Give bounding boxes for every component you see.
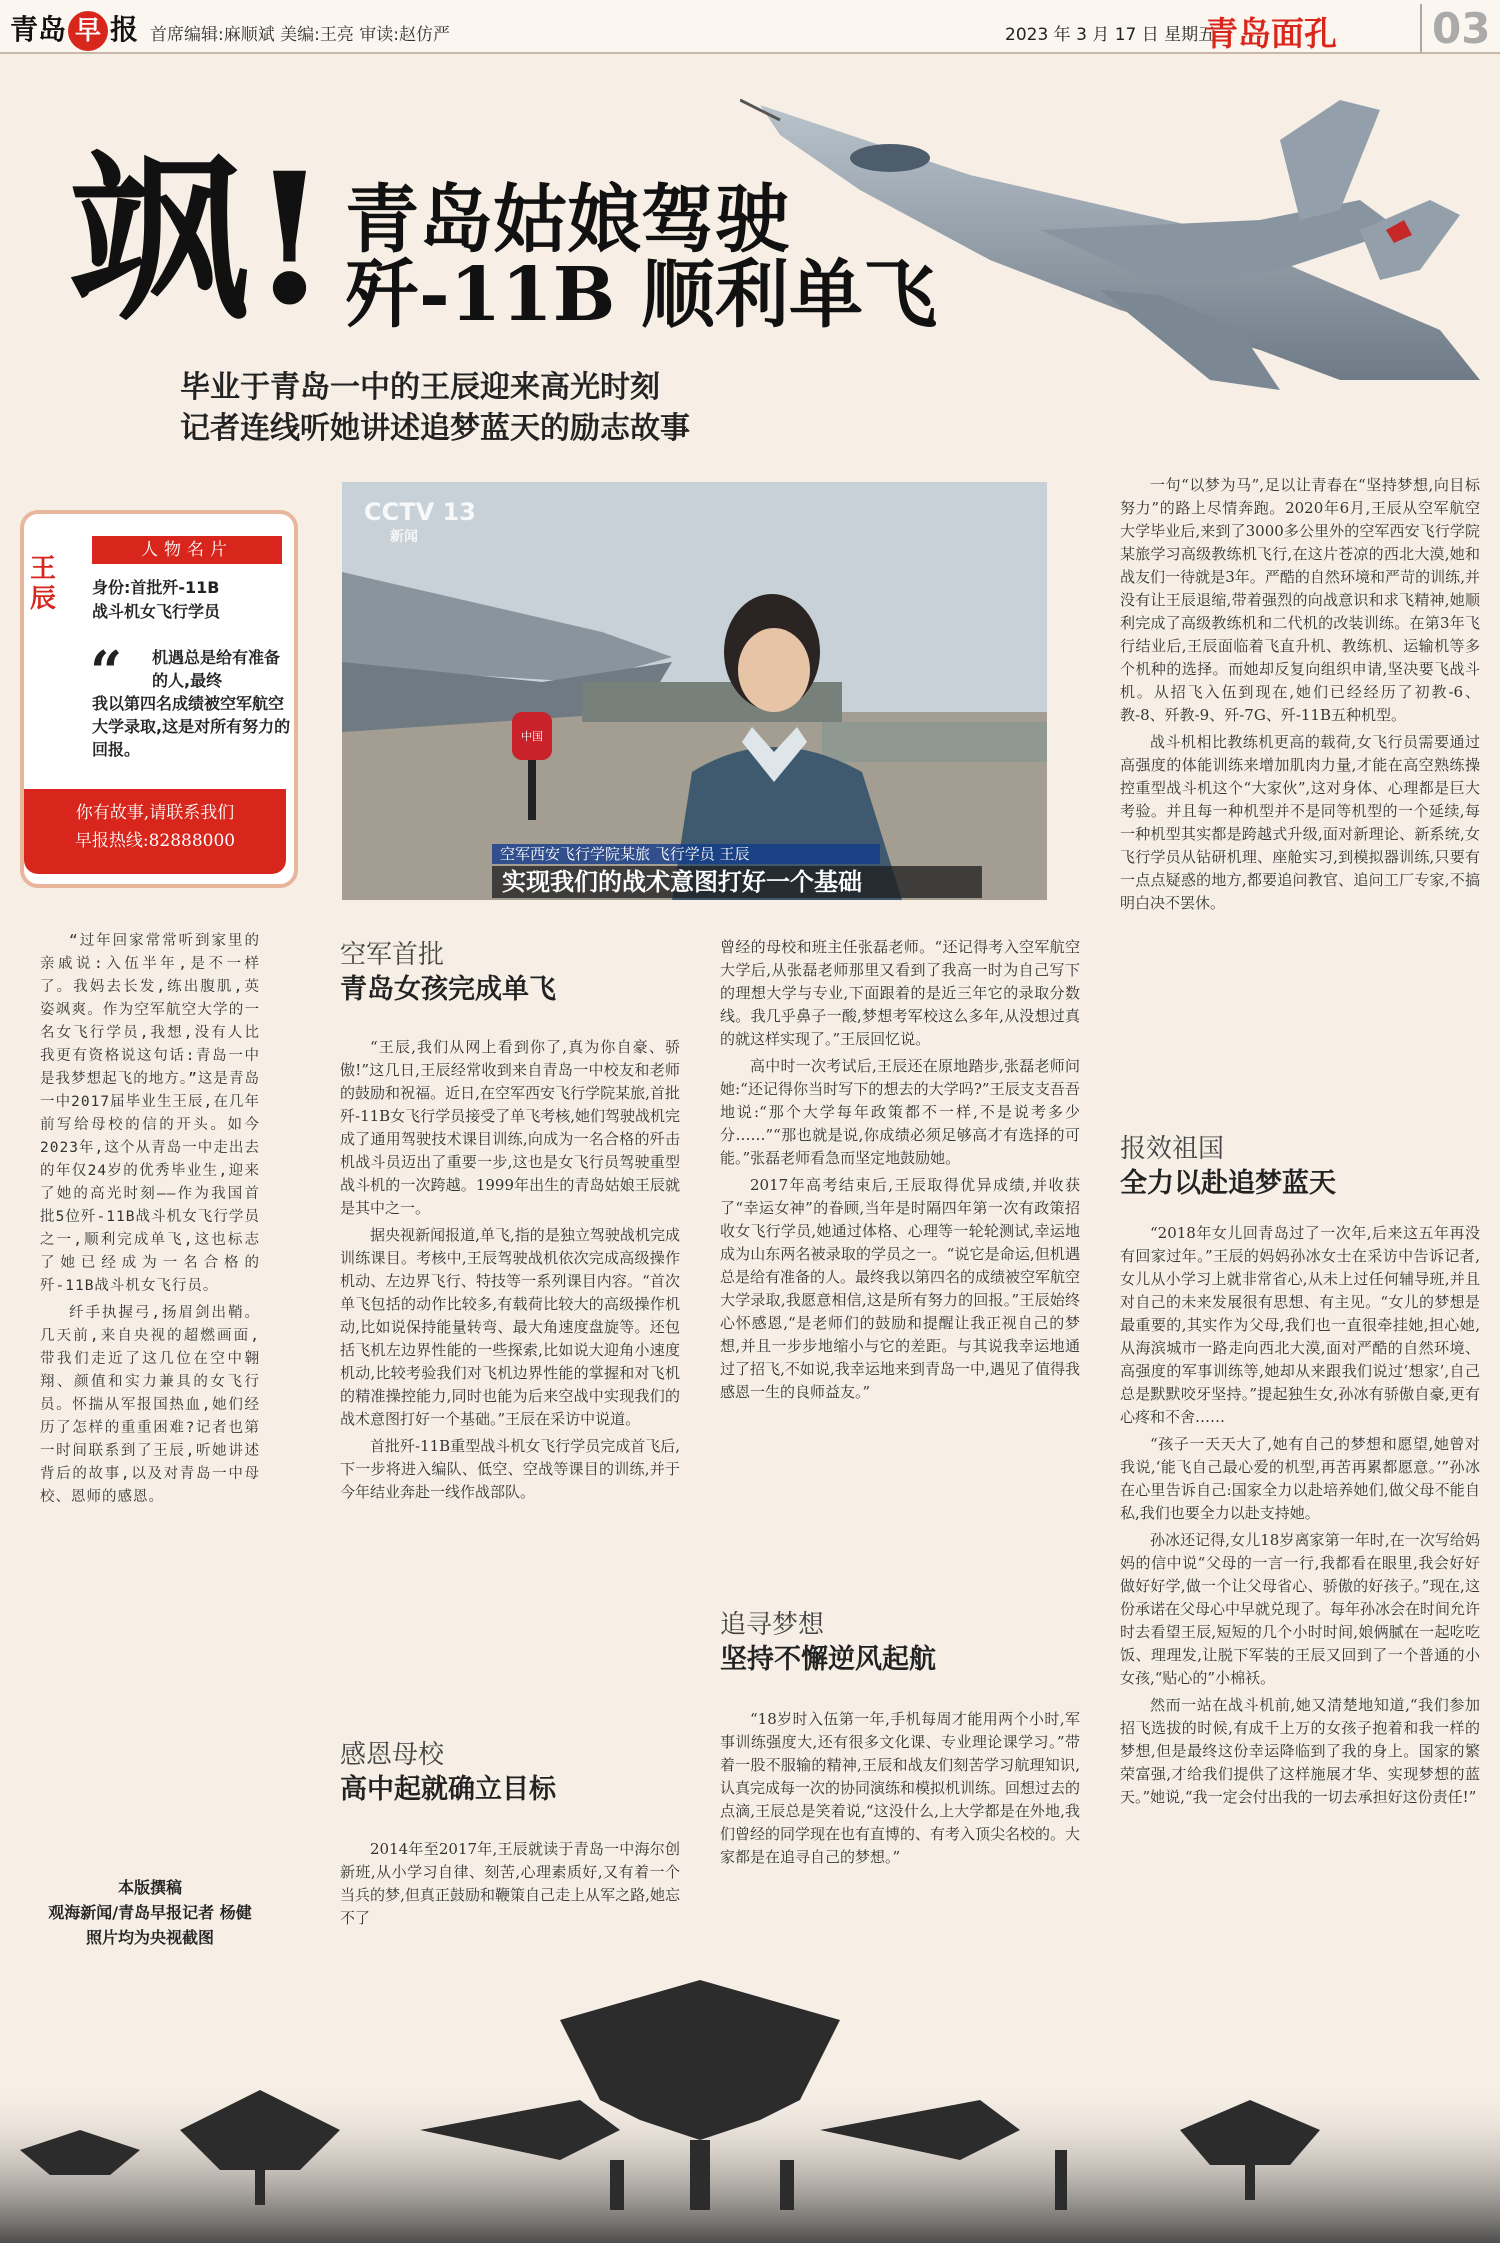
article-paragraph: 2017年高考结束后,王辰取得优异成绩,并收获了“幸运女神”的眷顾,当年是时隔四年第一次有政策招收女飞行学员,她通过体格、心理等一轮轮测试,幸运地成为山东两名被录取的学员之一。“说它是命运,但机遇总是给有准备的人。最终我以第四名的成绩被空军航空大学录取,我愿意相信,这是所有努力的回报。”王辰始终心怀感恩,“是老师们的鼓励和提醒让我正视自己的梦想,并且一步步地缩小与它的差距。与其说我幸运地通过了招飞,不如说,我幸运地来到青岛一中,遇见了值得我感恩一生的良师益友。” <box>720 1176 1081 1401</box>
article-paragraph: 一句“以梦为马”,足以让青春在“坚持梦想,向目标努力”的路上尽情奔跑。2020年6月,王辰从空军航空大学毕业后,来到了3000多公里外的空军西安飞行学院某旅学习高级教练机飞行,在这片苍凉的西北大漠,她和战友们一待就是3年。严酷的自然环境和严苛的训练,并没有让王辰退缩,带着强烈的向战意识和求飞精神,她顺利完成了高级教练机和二代机的改装训练。在第3年飞行结业后,王辰面临着飞直升机、教练机、运输机等多个机种的选择。而她却反复向组织申请,坚决要飞战斗机。从招飞入伍到现在,她们已经经历了初教-6、教-8、歼教-9、歼-7G、歼-11B五种机型。 <box>1120 476 1480 724</box>
profile-identity-line1: 身份:首批歼-11B <box>92 578 220 597</box>
article-paragraph: 曾经的母校和班主任张磊老师。“还记得考入空军航空大学后,从张磊老师那里又看到了我高一时为自己写下的理想大学与专业,下面跟着的是近三年它的录取分数线。我几乎鼻子一酸,梦想考军校这么多年,从没想过真的就这样实现了。”王辰回忆说。 <box>720 938 1080 1048</box>
section-heading-3-kicker: 追寻梦想 <box>720 1610 825 1640</box>
profile-name-vertical: 王辰 <box>30 554 57 614</box>
masthead-circle: 早 <box>68 11 108 51</box>
masthead-logo <box>10 8 138 51</box>
article-paragraph: 据央视新闻报道,单飞,指的是独立驾驶战机完成训练课目。考核中,王辰驾驶战机依次完成高级操作机动、左边界飞行、特技等一系列课目内容。“首次单飞包括的动作比较多,有载荷比较大的高级操作机动,比如说保持能量转弯、最大角速度盘旋等。还包括飞机左边界性能的一些探索,比如说大迎角小速度机动,比较考验我们对飞机边界性能的掌握和对飞机的精准操控能力,同时也能为后来空战中实现我们的战术意图打好一个基础。”王辰在采访中说道。 <box>340 1226 680 1428</box>
intro-paragraph-2: 纤手执握弓,扬眉剑出鞘。几天前,来自央视的超燃画面,带我们走近了这几位在空中翱翔、颜值和实力兼具的女飞行员。怀揣从军报国热血,她们经历了怎样的重重困难?记者也第一时间联系到了王辰,听她讲述背后的故事,以及对青岛一中母校、恩师的感恩。 <box>40 1305 260 1505</box>
profile-quote-body: 我以第四名成绩被空军航空大学录取,这是对所有努力的回报。 <box>92 694 291 759</box>
cctv-channel: 新闻 <box>390 529 418 545</box>
page-number: 03 <box>1420 4 1490 53</box>
subheadline-2: 记者连线听她讲述追梦蓝天的励志故事 <box>180 411 690 446</box>
contact-line1: 你有故事,请联系我们 <box>75 803 235 823</box>
intro-column <box>40 930 260 1513</box>
article-paragraph: 2014年至2017年,王辰就读于青岛一中海尔创新班,从小学习自律、刻苦,心理素质好,又有着一个当兵的梦,但真正鼓励和鞭策自己走上从军之路,她忘不了 <box>340 1840 680 1927</box>
fighter-jet-image <box>740 80 1500 410</box>
article-column-3b <box>720 1708 1080 1873</box>
section-heading-4-title: 全力以赴追梦蓝天 <box>1120 1168 1336 1199</box>
profile-identity <box>92 576 220 624</box>
profile-title: 人物名片 <box>92 536 282 564</box>
section-heading-4-kicker: 报效祖国 <box>1120 1134 1225 1164</box>
contact-box <box>24 789 286 874</box>
section-heading-3-title: 坚持不懈逆风起航 <box>720 1644 936 1675</box>
article-column-4b <box>1120 1222 1480 1813</box>
page-header <box>0 0 1500 54</box>
article-paragraph: 高中时一次考试后,王辰还在原地踏步,张磊老师问她:“还记得你当时写下的想去的大学吗?”王辰支支吾吾地说:“那个大学每年政策都不一样,不是说考多少分……”“那也就是说,你成绩必须足够高才有选择的可能。”张磊老师看急而坚定地鼓励她。 <box>720 1057 1080 1167</box>
masthead-left: 青岛 <box>10 13 67 46</box>
headline-line1: 青岛姑娘驾驶 <box>345 177 789 263</box>
article-paragraph: “2018年女儿回青岛过了一次年,后来这五年再没有回家过年。”王辰的妈妈孙冰女士在采访中告诉记者,女儿从小学习上就非常省心,从未上过任何辅导班,并且对自己的未来发展很有思想、有主见。“女儿的梦想是最重要的,其实作为父母,我们也一直很牵挂她,担心她,从海滨城市一路走向西北大漠,面对严酷的自然环境、高强度的军事训练等,她却从来跟我们说过‘想家’,自己总是默默咬牙坚持。”提起独生女,孙冰有骄傲自豪,更有心疼和不舍…… <box>1120 1224 1480 1426</box>
byline-reporter: 观海新闻/青岛早报记者 杨健 <box>48 1903 252 1922</box>
article-column-2a <box>340 1036 680 1508</box>
article-paragraph: “孩子一天天大了,她有自己的梦想和愿望,她曾对我说,‘能飞自己最心爱的机型,再苦再累都愿意。’”孙冰在心里告诉自己:国家全力以赴培养她们,做父母不能自私,我们也要全力以赴支持她。 <box>1120 1435 1480 1522</box>
article-paragraph: 孙冰还记得,女儿18岁离家第一年时,在一次写给妈妈的信中说“父母的一言一行,我都看在眼里,我会好好做好好学,做一个让父母省心、骄傲的好孩子。”现在,这份承诺在父母心中早就兑现了。每年孙冰会在时间允许时去看望王辰,短短的几个小时时间,娘俩腻在一起吃吃饭、理理发,让脱下军装的王辰又回到了一个普通的小女孩,“贴心的”小棉袄。 <box>1120 1531 1481 1687</box>
profile-identity-line2: 战斗机女飞行学员 <box>92 602 221 621</box>
mic-label: 中国 <box>521 730 543 743</box>
article-column-3a <box>720 936 1080 1408</box>
hotline: 早报热线:82888000 <box>74 831 236 851</box>
news-photo <box>342 482 1047 900</box>
article-paragraph: “王辰,我们从网上看到你了,真为你自豪、骄傲!”这几日,王辰经常收到来自青岛一中校友和老师的鼓励和祝福。近日,在空军西安飞行学院某旅,首批歼-11B女飞行学员接受了单飞考核,她们驾驶战机完成了通用驾驶技术课目训练,向成为一名合格的歼击机战斗员迈出了重要一步,这也是女飞行员驾驶重型战斗机的一次跨越。1999年出生的青岛姑娘王辰就是其中之一。 <box>340 1038 680 1217</box>
article-paragraph: 首批歼-11B重型战斗机女飞行学员完成首飞后,下一步将进入编队、低空、空战等课目的训练,并于今年结业奔赴一线作战部队。 <box>340 1437 680 1501</box>
section-heading-4 <box>1120 1132 1336 1202</box>
article-paragraph: 然而一站在战斗机前,她又清楚地知道,“我们参加招飞选拔的时候,有成千上万的女孩子抱着和我一样的梦想,但是最终这份幸运降临到了我的身上。国家的繁荣富强,才给我们提供了这样施展才华、实现梦想的蓝天。”她说,“我一定会付出我的一切去承担好这份责任!” <box>1120 1696 1480 1806</box>
section-heading-1 <box>340 938 556 1008</box>
section-heading-1-kicker: 空军首批 <box>340 940 445 970</box>
runway-jets-image <box>0 1960 1500 2243</box>
intro-paragraph-1: “过年回家常常听到家里的亲戚说:入伍半年,是不一样了。我妈去长发,练出腹肌,英姿飒爽。作为空军航空大学的一名女飞行学员,我想,没有人比我更有资格说这句话:青岛一中是我梦想起飞的地方。”这是青岛一中2017届毕业生王辰,在几年前写给母校的信的开头。如今2023年,这个从青岛一中走出去的年仅24岁的优秀毕业生,迎来了她的高光时刻——作为我国首批5位歼-11B战斗机女飞行学员之一,顺利完成单飞,这也标志了她已经成为一名合格的歼-11B战斗机女飞行员。 <box>40 933 260 1294</box>
masthead-right: 报 <box>110 13 139 46</box>
subheadline-1: 毕业于青岛一中的王辰迎来高光时刻 <box>180 370 660 405</box>
article-paragraph: 战斗机相比教练机更高的载荷,女飞行员需要通过高强度的体能训练来增加肌肉力量,才能在高空熟练操控重型战斗机这个“大家伙”,这对身体、心理都是巨大考验。并且每一种机型并不是同等机型的一个延续,每一种机型其实都是跨越式升级,面对新理论、新系统,女飞行学员从钻研机理、座舱实习,到模拟器训练,只要有一点点疑惑的地方,都要追问教官、追问工厂专家,不搞明白决不罢休。 <box>1120 733 1480 912</box>
headline-exclaim: 飒! <box>70 134 330 345</box>
cctv-logo-text: CCTV 13 <box>364 498 476 526</box>
byline-photo-credit: 照片均为央视截图 <box>85 1928 214 1947</box>
section-heading-2 <box>340 1738 556 1808</box>
photo-caption-small: 空军西安飞行学院某旅 飞行学员 王辰 <box>492 844 880 864</box>
byline <box>40 1875 260 1950</box>
section-heading-2-title: 高中起就确立目标 <box>340 1774 556 1805</box>
section-heading-3 <box>720 1608 936 1678</box>
editor-credits: 首席编辑:麻顺斌 美编:王亮 审读:赵仿严 <box>150 25 450 45</box>
profile-quote-head: 机遇总是给有准备的人,最终 <box>152 648 281 690</box>
byline-label: 本版撰稿 <box>117 1878 182 1897</box>
issue-date: 2023 年 3 月 17 日 星期五 <box>1005 25 1216 45</box>
section-name: 青岛面孔 <box>1205 14 1337 53</box>
section-heading-2-kicker: 感恩母校 <box>340 1740 445 1770</box>
quote-icon: “ <box>90 639 123 705</box>
article-column-4a <box>1120 474 1480 919</box>
cctv-logo <box>364 498 476 546</box>
article-paragraph: “18岁时入伍第一年,手机每周才能用两个小时,军事训练强度大,还有很多文化课、专业理论课学习。”带着一股不服输的精神,王辰和战友们刻苦学习航理知识,认真完成每一次的协同演练和模拟机训练。回想过去的点滴,王辰总是笑着说,“这没什么,上大学都是在外地,我们曾经的同学现在也有直博的、有考入顶尖名校的。大家都是在追寻自己的梦想。” <box>720 1710 1081 1866</box>
profile-card <box>20 510 298 888</box>
section-heading-1-title: 青岛女孩完成单飞 <box>340 974 556 1005</box>
headline-line2: 歼-11B 顺利单飞 <box>345 252 937 338</box>
photo-caption-big: 实现我们的战术意图打好一个基础 <box>492 866 982 898</box>
article-column-2b <box>340 1838 680 1934</box>
